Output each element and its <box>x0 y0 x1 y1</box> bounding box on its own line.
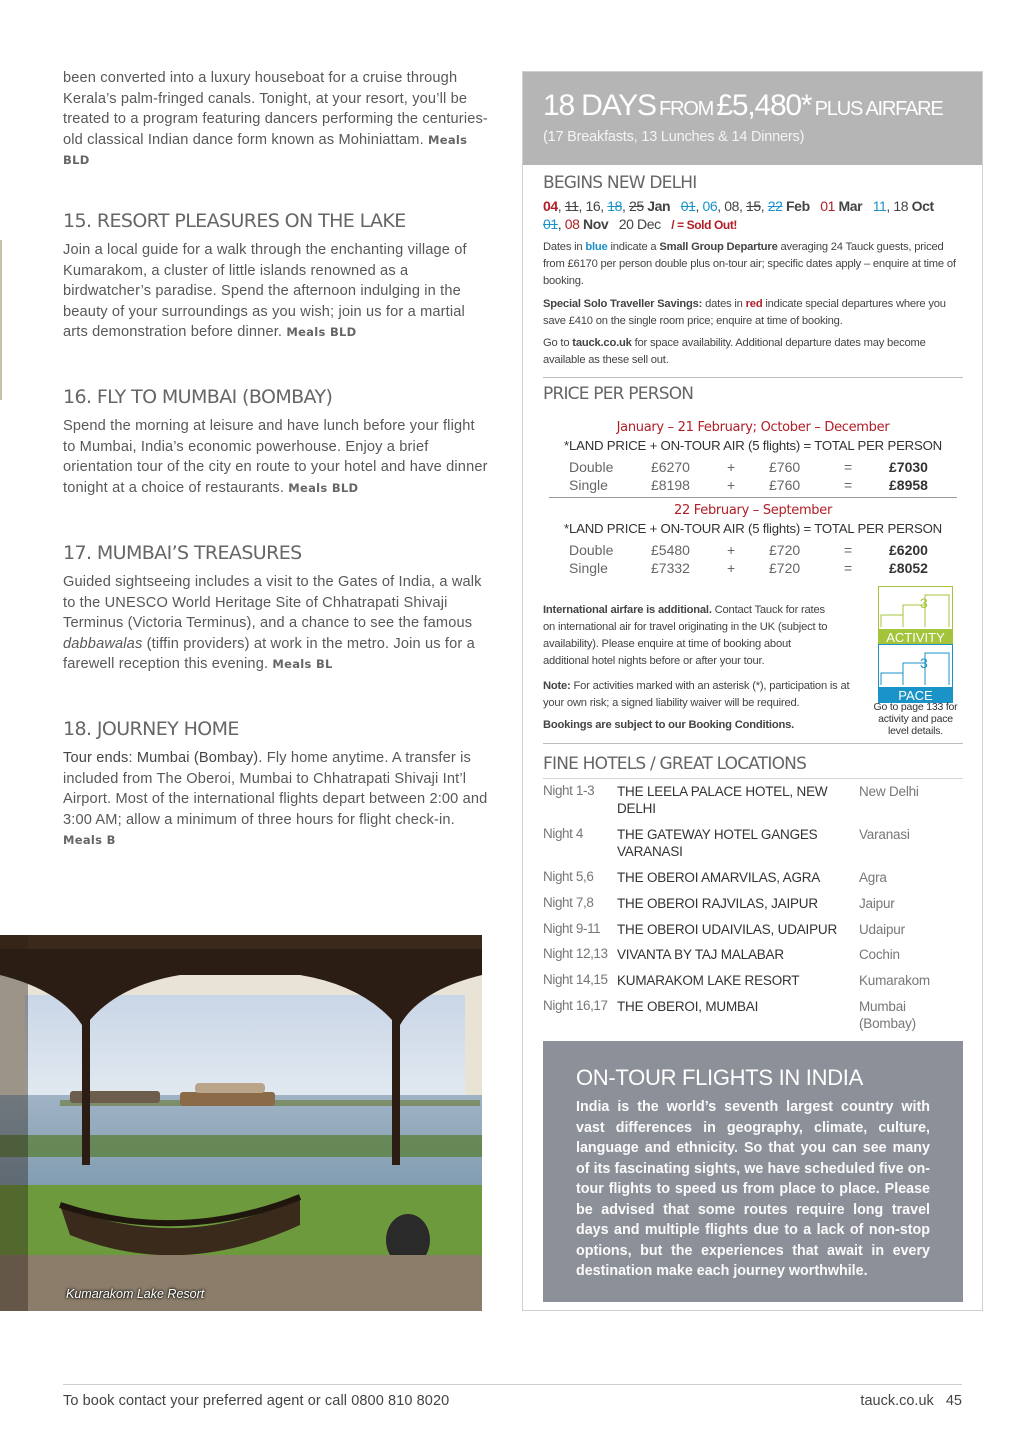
departures-heading: BEGINS NEW DELHI <box>543 173 697 193</box>
footer-site-and-page <box>860 1393 962 1409</box>
sold-out-legend: / = Sold Out! <box>671 218 738 232</box>
divider <box>543 377 963 378</box>
page-number: 45 <box>945 1393 962 1409</box>
airfare-note: International airfare is additional. Contact Tauck for rates on international air for travel originating in the UK (subject to availability). Please enquire at time of booking about additional hotel nights before or after your tour. <box>543 604 828 667</box>
solo-savings-note: Special Solo Traveller Savings: dates in red indicate special departures where you save £410 on the single room price; enquire at time of booking. <box>543 298 946 327</box>
resort-photo <box>0 935 482 1311</box>
website-link[interactable]: tauck.co.uk <box>572 337 632 349</box>
day-15-section <box>63 210 488 343</box>
day-paragraph: Join a local guide for a walk through the enchanting village of Kumarakom, a cluster of little islands renowned as a birdwatcher’s paradise. Spend the afternoon indulging in the beauty of your surroundings as you wish; join us for a martial arts demonstration before dinner. Meals BLD <box>63 242 467 341</box>
price-row: Single £7332 + £720 = £8052 <box>569 560 928 576</box>
photo-caption: Kumarakom Lake Resort <box>66 1287 205 1301</box>
level-bars-icon <box>879 645 952 687</box>
intro-paragraph: been converted into a luxury houseboat for a cruise through Kerala’s palm-fringed canals. Tonight, at your resort, you’ll be treated to a program featuring dancers performing the centuries-old classical Indian dance form known as Mohiniattam. Meals BLD <box>63 70 488 168</box>
meals-code: Meals BLD <box>63 132 468 168</box>
meals-code: Meals BL <box>272 657 333 672</box>
price-period-2 <box>543 503 963 536</box>
activity-level-badge <box>878 586 953 645</box>
pace-level-badge <box>878 644 953 703</box>
on-tour-flights-box <box>543 1041 963 1302</box>
flights-body: India is the world’s seventh largest country with vast differences in geography, climate, culture, language and ethnicity. So that you can see many of its fascinating sights, we have scheduled five on-tour flights to speed us from place to place. Please be advised that some routes require long travel days and multiple flights due to a lack of non-stop options, but the experiences that await in every destination make each journey worthwhile. <box>576 1099 930 1279</box>
day-paragraph: Tour ends: Mumbai (Bombay). Fly home anytime. A transfer is included from The Oberoi, Mumbai to Chhatrapati Shivaji Int’l Airport. Most of the international flights depart between 2:00 and 3:00 AM; allow a minimum of three hours for flight check-in. Meals B <box>63 750 488 848</box>
price-formula: *LAND PRICE + ON-TOUR AIR (5 flights) = TOTAL PER PERSON <box>564 521 942 536</box>
day-17-section <box>63 542 488 675</box>
meals-code: Meals BLD <box>288 480 359 495</box>
meals-code: Meals BLD <box>286 325 357 340</box>
footer-website[interactable]: tauck.co.uk <box>860 1393 934 1409</box>
booking-conditions: Bookings are subject to our Booking Conditions. <box>543 719 795 731</box>
period-title: January – 21 February; October – December <box>616 420 890 435</box>
page-edge-strip <box>0 240 2 400</box>
level-bars-icon <box>879 587 952 629</box>
divider <box>543 778 963 779</box>
day-heading: 15. RESORT PLEASURES ON THE LAKE <box>63 210 406 232</box>
price-heading: PRICE PER PERSON <box>543 384 694 404</box>
divider <box>543 743 963 744</box>
day-heading: 16. FLY TO MUMBAI (BOMBAY) <box>63 386 333 408</box>
day-heading: 17. MUMBAI’S TREASURES <box>63 542 302 564</box>
day-heading: 18. JOURNEY HOME <box>63 718 239 740</box>
price-row: Single £8198 + £760 = £8958 <box>569 477 928 493</box>
divider <box>549 497 957 498</box>
small-group-note: Dates in blue indicate a Small Group Departure averaging 24 Tauck guests, priced from £6170 per person double plus on-tour air; specific dates apply – enquire at time of booking. <box>543 241 956 287</box>
price-period-1 <box>543 420 963 453</box>
price-formula: *LAND PRICE + ON-TOUR AIR (5 flights) = TOTAL PER PERSON <box>564 438 942 453</box>
activity-waiver-note: Note: For activities marked with an asterisk (*), participation is at your own risk; a signed liability waiver will be required. <box>543 680 850 709</box>
activity-level-number: 3 <box>920 595 928 611</box>
price-row: Double £5480 + £720 = £6200 <box>569 542 928 558</box>
footer-contact: To book contact your preferred agent or call 0800 810 8020 <box>63 1393 450 1409</box>
meals-code: Meals B <box>63 833 116 848</box>
pace-label: PACE <box>878 688 953 703</box>
price-banner <box>523 72 982 165</box>
level-details-note: Go to page 133 for activity and pace level details. <box>873 701 958 737</box>
meals-summary: (17 Breakfasts, 13 Lunches & 14 Dinners) <box>543 129 805 145</box>
day-16-section <box>63 386 488 498</box>
departure-dates-row-2: 01, 08 Nov 20 Dec / = Sold Out! <box>543 216 738 232</box>
resort-photo-illustration <box>0 935 482 1311</box>
day-paragraph: Spend the morning at leisure and have lunch before your flight to Mumbai, India’s economic powerhouse. Enjoy a brief orientation tour of the city en route to your hotel and have dinner tonight at a choice of restaurants. Meals BLD <box>63 418 488 496</box>
tour-info-panel: 18 DAYS FROM £5,480* PLUS AIRFARE (17 Breakfasts, 13 Lunches & 14 Dinners) BEGINS NEW DELHI 04, 11, 16, 18, 25 Jan 01, 06, 08, 15, 22 Feb 01 Mar 11, 18 Oct 01, 08 Nov 20 Dec / = Sold Out! Dates in blue indicate a Small Group Departure averaging 24 Tauck guests, priced from £6170 per person double plus on-tour air; specific dates apply – enquire at time of booking. Special Solo Traveller Savings: dates in red indicate special departures where you save £410 on the single room price; enquire at time of booking. Go to tauck.co.uk for space availability. Additional departure dates may become available as these sell out. PRICE PER PERSON January – 21 February; October – December *LAND PRICE + ON-TOUR AIR (5 flights) = TOTAL PER PERSON Double £6270 + £760 = £7030 Single £8198 + £760 = £8958 22 February – September *LAND PRICE + ON-TOUR AIR (5 flights) = TOTAL PER PERSON Double £5480 + £720 = £6200 Single £7332 + £720 = £8052 International airfare is additional. Contact Tauck for rates on international air for travel originating in the UK (subject to availability). Please enquire at time of booking about additional hotel nights before or after your tour. Note: For activities marked with an asterisk (*), participation is at your own risk; a signed liability waiver will be required. Bookings are subject to our Booking Conditions. 3 ACTIVITY 3 PACE Go to page 133 for activity and pace level details. FINE HOTELS / GREAT LOCATIONS Night 1-3 THE LEELA PALACE HOTEL, NEW DELHI New Delhi Night 4 THE GATEWAY HOTEL GANGES VARANASI Varanasi Night 5,6 THE OBEROI AMARVILAS, AGRA Agra Night 7,8 THE OBEROI RAJVILAS, JAIPUR Jaipur Night 9-11 THE OBEROI UDAIVILAS, UDAIPUR Udaipur Night 12,13 VIVANTA BY TAJ MALABAR Cochin Night 14,15 KUMARAKOM LAKE RESORT Kumarakom Night 16,17 THE OBEROI, MUMBAI Mumbai (Bombay) ON-TOUR FLIGHTS IN INDIA India is the world’s seventh largest country with vast differences in geography, climate, culture, language and ethnicity. So that you can see many of its fascinating sights, we have scheduled five on-tour flights to speed us from place to place. Please be advised that some routes require long travel days and multiple flights due to a lack of non-stop options, but the experiences that await in every destination make each journey worthwhile. <box>522 71 983 1311</box>
price-headline: 18 DAYS FROM £5,480* PLUS AIRFARE <box>543 89 943 122</box>
footer-divider <box>63 1384 962 1385</box>
hotels-heading: FINE HOTELS / GREAT LOCATIONS <box>543 754 807 774</box>
departure-dates-row-1: 04, 11, 16, 18, 25 Jan 01, 06, 08, 15, 22 Feb 01 Mar 11, 18 Oct <box>543 198 934 214</box>
day-18-section <box>63 718 488 851</box>
pace-level-number: 3 <box>920 655 928 671</box>
price-row: Double £6270 + £760 = £7030 <box>569 459 928 475</box>
activity-label: ACTIVITY <box>878 630 953 645</box>
period-title: 22 February – September <box>674 503 832 518</box>
intro-section <box>63 68 488 171</box>
availability-note: Go to tauck.co.uk for space availability. Additional departure dates may become available as these sell out. <box>543 337 926 366</box>
day-paragraph: Guided sightseeing includes a visit to the Gates of India, a walk to the UNESCO World Heritage Site of Chhatrapati Shivaji Terminus (Victoria Terminus), and a chance to see the famous dabbawalas (tiffin providers) at work in the metro. Join us for a farewell reception this evening. Meals BL <box>63 574 482 673</box>
flights-title: ON-TOUR FLIGHTS IN INDIA <box>576 1065 863 1090</box>
